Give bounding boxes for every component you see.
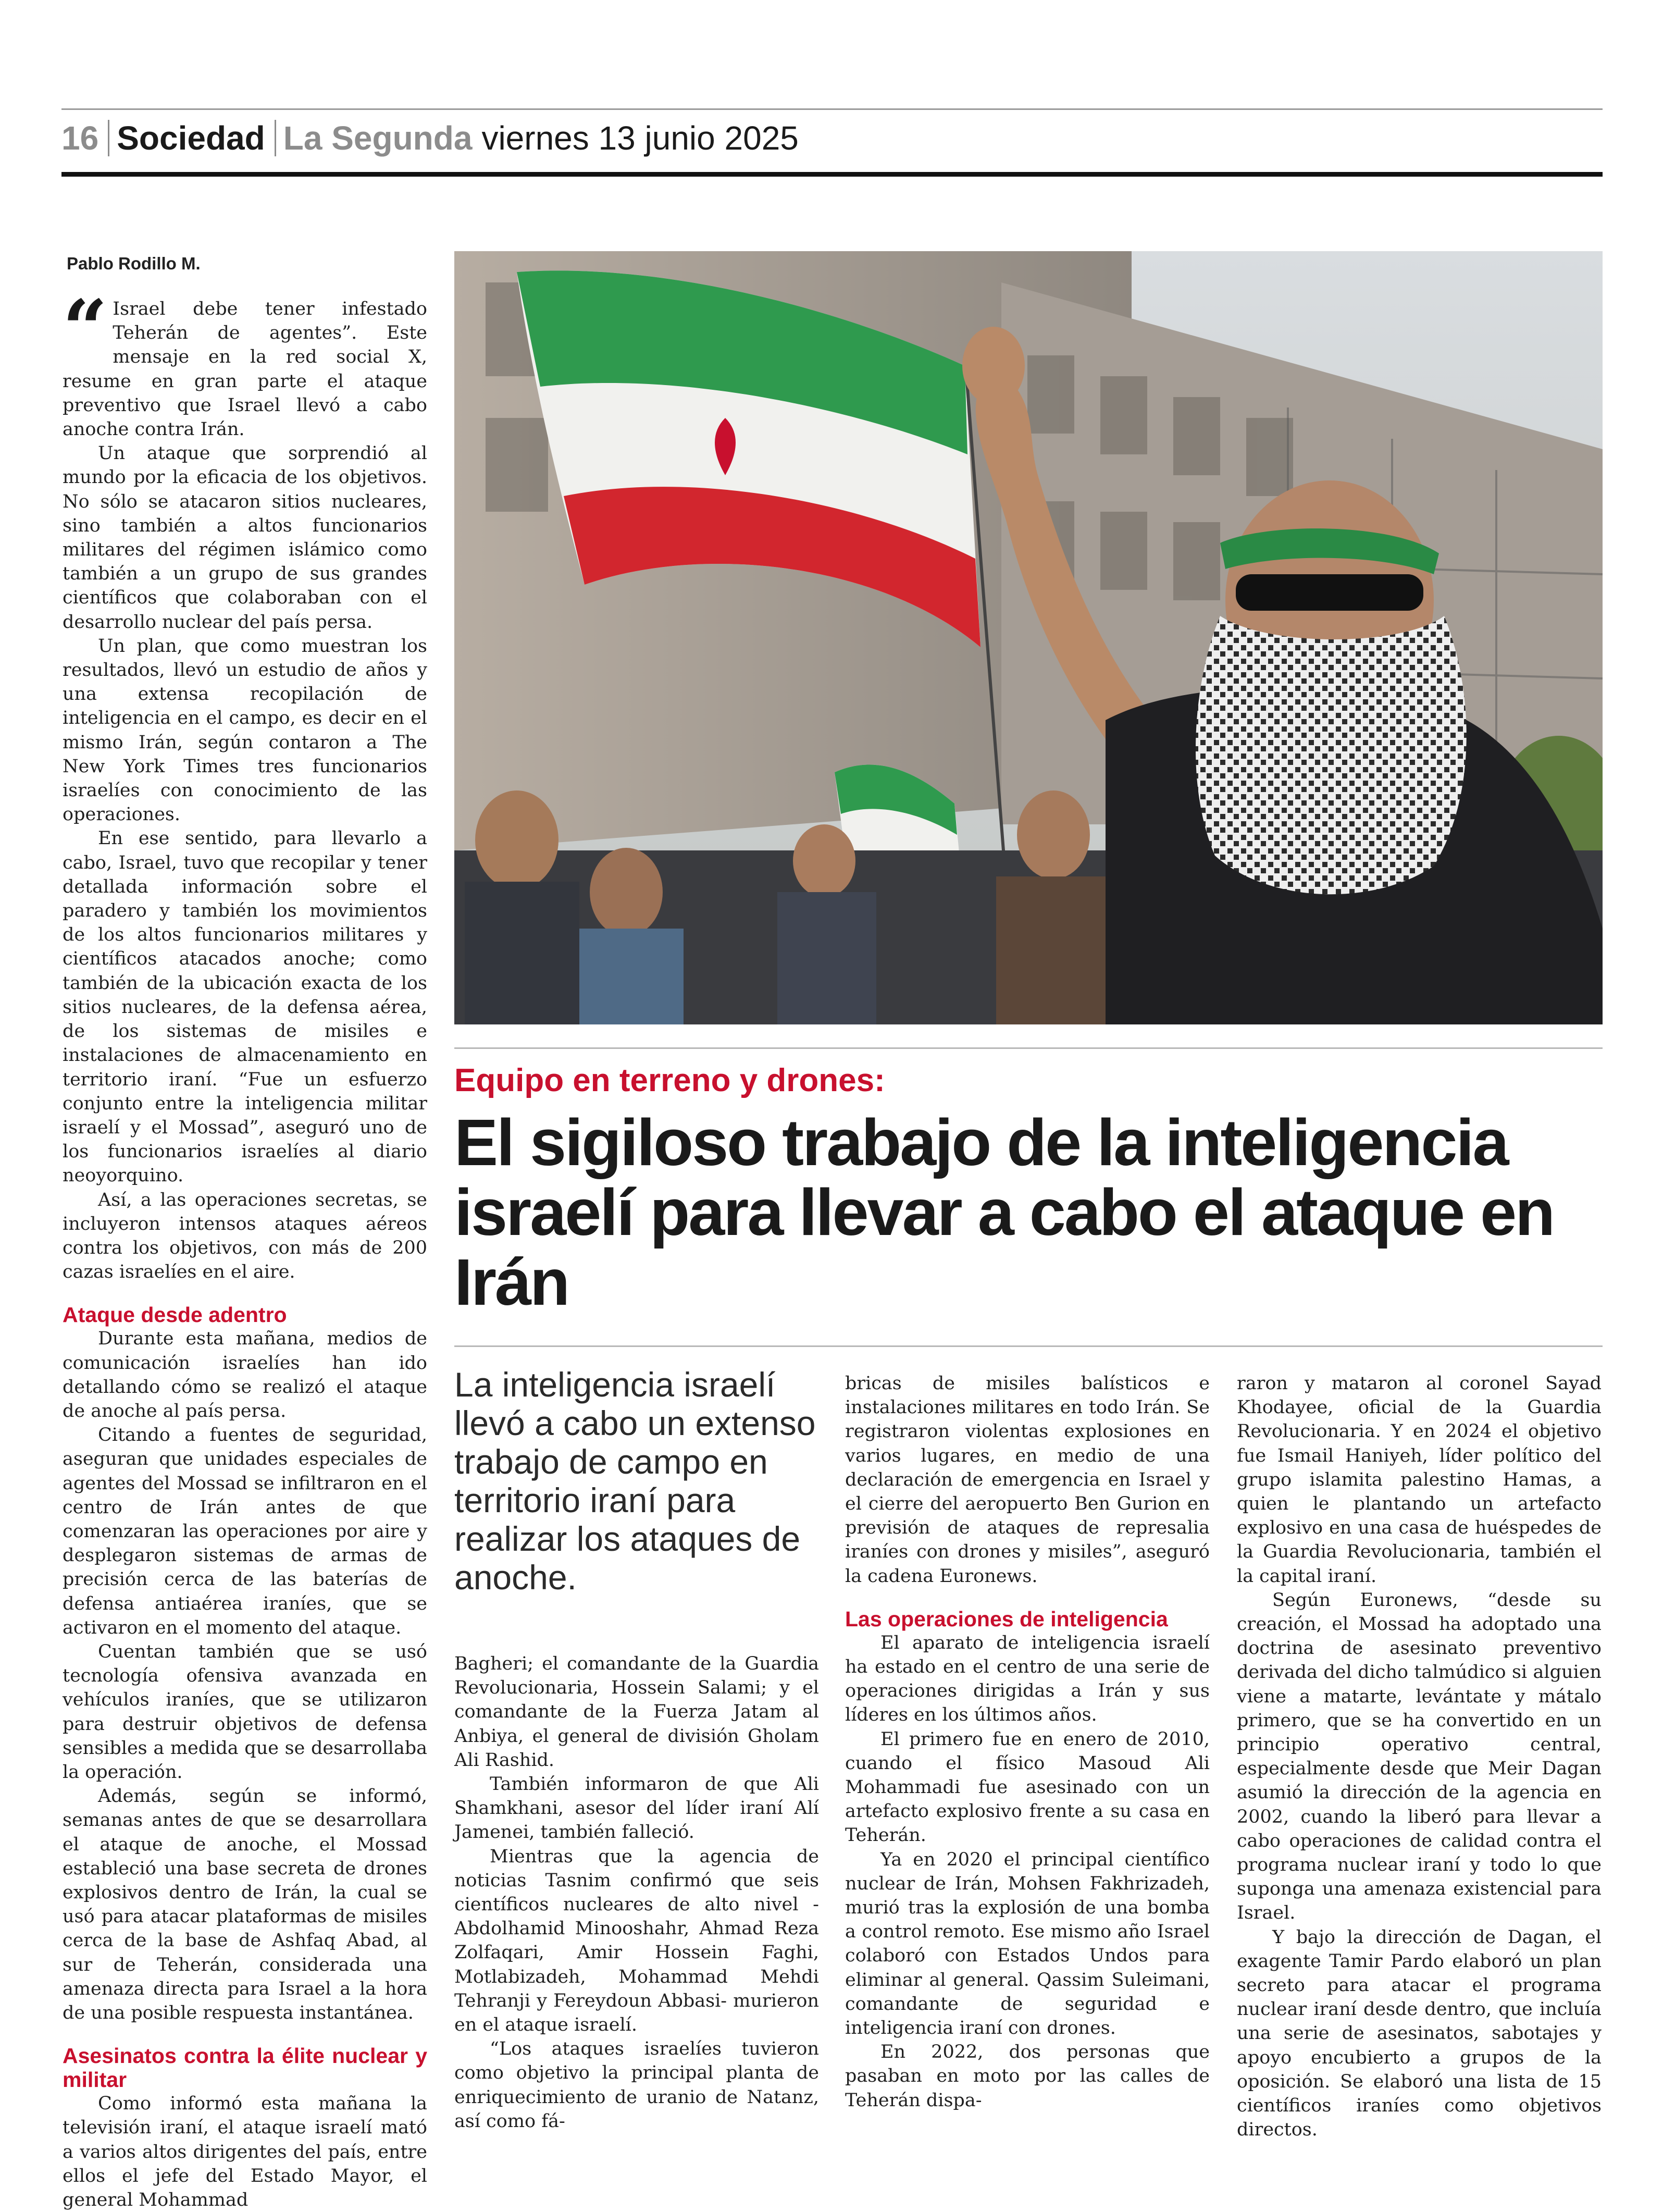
header-rule <box>61 172 1603 177</box>
headline: El sigiloso trabajo de la inteligencia israelí para llevar a cabo el ataque en Irán <box>454 1106 1554 1319</box>
paragraph: raron y mataron al coronel Sayad Khodayee, oficial de la Guardia Revolucionaria. Y en 2024 el objetivo fue Ismail Haniyeh, líder político del grupo islamita palestino Hamas, a quien le plantando un artefacto explosivo en una casa de huéspedes de la Guardia Revolucionaria, también el la capital iraní. <box>1237 1373 1602 1587</box>
column-4 <box>1237 1371 1602 2142</box>
page-number: 16 <box>61 119 99 157</box>
paragraph: bricas de misiles balísticos e instalaciones militares en todo Irán. Se registraron violentas explosiones en varios lugares, en medio de una declaración de emergencia en Israel y el cierre del aeropuerto Ben Gurion en previsión de ataques de represalia iraníes con drones y misiles”, aseguró la cadena Euronews. <box>845 1373 1210 1587</box>
paragraph: En ese sentido, para llevarlo a cabo, Israel, tuvo que recopilar y tener detallada información sobre el paradero y también los movimientos de los altos funcionarios militares y científicos atacados anoche; como también de la ubicación exacta de los sitios nucleares, de la defensa aérea, de los sistemas de misiles e instalaciones de almacenamiento en territorio iraní. “Fue un esfuerzo conjunto entre la inteligencia militar israelí y el Mossad”, aseguró uno de los funcionarios israelíes al diario neoyorquino. <box>63 828 427 1187</box>
section-name: Sociedad <box>117 119 265 157</box>
paragraph: Además, según se informó, semanas antes de que se desarrollara el ataque de anoche, el Mossad estableció una base secreta de drones explosivos dentro de Irán, la cual se usó para atacar plataformas de misiles cerca de la base de Ashfaq Abad, al sur de Teherán, considerada una amenaza directa para Israel a la hora de una posible respuesta instantánea. <box>63 1786 427 2024</box>
issue-date: viernes 13 junio 2025 <box>481 119 799 157</box>
paragraph: Y bajo la dirección de Dagan, el exagente Tamir Pardo elaboró un plan secreto para atacar el programa nuclear iraní desde dentro, que incluía una serie de asesinatos, sabotajes y apoyo encubierto a grupos de la oposición. Se elaboró una lista de 15 científicos iraníes como objetivos directos. <box>1237 1926 1602 2141</box>
paragraph: “Los ataques israelíes tuvieron como objetivo la principal planta de enriquecimiento de uranio de Natanz, así como fá- <box>454 2038 819 2132</box>
divider-rule <box>454 1345 1603 1347</box>
subheading: Las operaciones de inteligencia <box>845 1607 1168 1631</box>
paragraph: Durante esta mañana, medios de comunicación israelíes han ido detallando cómo se realizó el ataque de anoche al país persa. <box>63 1328 427 1422</box>
publication-name: La Segunda <box>283 119 473 157</box>
deck: La inteligencia israelí llevó a cabo un extenso trabajo de campo en territorio iraní para realizar los ataques de anoche. <box>454 1365 816 1597</box>
column-2 <box>454 1652 819 2133</box>
paragraph: Así, a las operaciones secretas, se incluyeron intensos ataques aéreos contra los objetivos, con más de 200 cazas israelíes en el aire. <box>63 1189 427 1283</box>
paragraph: Cuentan también que se usó tecnología ofensiva avanzada en vehículos iraníes, que se utilizaron para destruir objetivos de defensa sensibles a medida que se desarrollaba la operación. <box>63 1641 427 1783</box>
paragraph: El primero fue en enero de 2010, cuando el físico Masoud Ali Mohammadi fue asesinado con un artefacto explosivo frente a su casa en Teherán. <box>845 1728 1210 1846</box>
column-3 <box>845 1371 1210 2112</box>
paragraph: Ya en 2020 el principal científico nuclear de Irán, Mohsen Fakhrizadeh, murió tras la explosión de una bomba a control remoto. Ese mismo año Israel colaboró con Estados Undos para eliminar al general. Qassim Suleimani, comandante de seguridad e inteligencia iraní con drones. <box>845 1849 1210 2039</box>
byline: Pablo Rodillo M. <box>67 254 201 273</box>
news-photo <box>454 251 1603 1024</box>
header-divider <box>275 120 276 156</box>
paragraph: Citando a fuentes de seguridad, aseguran que unidades especiales de agentes del Mossad se infiltraron en el centro de Irán antes de que comenzaran las operaciones por aire y desplegaron sistemas de armas de precisión cerca de las baterías de defensa antiaérea iraníes, que se activaron en el momento del ataque. <box>63 1425 427 1638</box>
kicker: Equipo en terreno y drones: <box>454 1062 885 1098</box>
paragraph: También informaron de que Ali Shamkhani, asesor del líder iraní Alí Jamenei, también falleció. <box>454 1774 819 1843</box>
paragraph: Mientras que la agencia de noticias Tasnim confirmó que seis científicos nucleares de alto nivel -Abdolhamid Minooshahr, Ahmad Reza Zolfaqari, Amir Hossein Faghi, Motlabizadeh, Mohammad Mehdi Tehranji y Fereydoun Abbasi- murieron en el ataque israelí. <box>454 1846 819 2036</box>
paragraph: Un ataque que sorprendió al mundo por la eficacia de los objetivos. No sólo se atacaron sitios nucleares, sino también a altos funcionarios militares del régimen islámico como también a un grupo de sus grandes científicos que colaboraban con el desarrollo nuclear del país persa. <box>63 443 427 633</box>
lead-paragraph: “ Israel debe tener infestado Teherán de agentes”. Este mensaje en la red social X, resume en gran parte el ataque preventivo que Israel llevó a cabo anoche contra Irán. <box>63 283 427 440</box>
header-divider <box>108 120 109 156</box>
paragraph: El aparato de inteligencia israelí ha estado en el centro de una serie de operaciones dirigidas a Irán y sus líderes en los últimos años. <box>845 1632 1210 1726</box>
paragraph: Un plan, que como muestran los resultados, llevó un estudio de años y una extensa recopilación de inteligencia en el campo, es decir en el mismo Irán, según contaron a The New York Times tres funcionarios israelíes con conocimiento de las operaciones. <box>63 635 427 825</box>
paragraph: Como informó esta mañana la televisión iraní, el ataque israelí mató a varios altos dirigentes del país, entre ellos el jefe del Estado Mayor, el general Mohammad <box>63 2093 427 2211</box>
subheading: Ataque desde adentro <box>63 1303 287 1327</box>
top-rule <box>61 108 1603 110</box>
left-column <box>63 283 427 2212</box>
page-header <box>61 116 799 160</box>
subheading: Asesinatos contra la élite nuclear y militar <box>63 2044 427 2092</box>
divider-rule <box>454 1047 1603 1049</box>
drop-quote-mark: “ <box>63 283 108 375</box>
paragraph: Bagheri; el comandante de la Guardia Revolucionaria, Hossein Salami; y el comandante de la Fuerza Jatam al Anbiya, el general de división Gholam Ali Rashid. <box>454 1653 819 1771</box>
paragraph: En 2022, dos personas que pasaban en moto por las calles de Teherán dispa- <box>845 2042 1210 2111</box>
paragraph: Según Euronews, “desde su creación, el Mossad ha adoptado una doctrina de asesinato preventivo derivada del dicho talmúdico si alguien viene a matarte, levántate y mátalo primero, que se ha convertido en un principio operativo central, especialmente desde que Meir Dagan asumió la dirección de la agencia en 2002, cuando la liberó para llevar a cabo operaciones de calidad contra el programa nuclear iraní y todo lo que suponga una amenaza existencial para Israel. <box>1237 1589 1602 1924</box>
